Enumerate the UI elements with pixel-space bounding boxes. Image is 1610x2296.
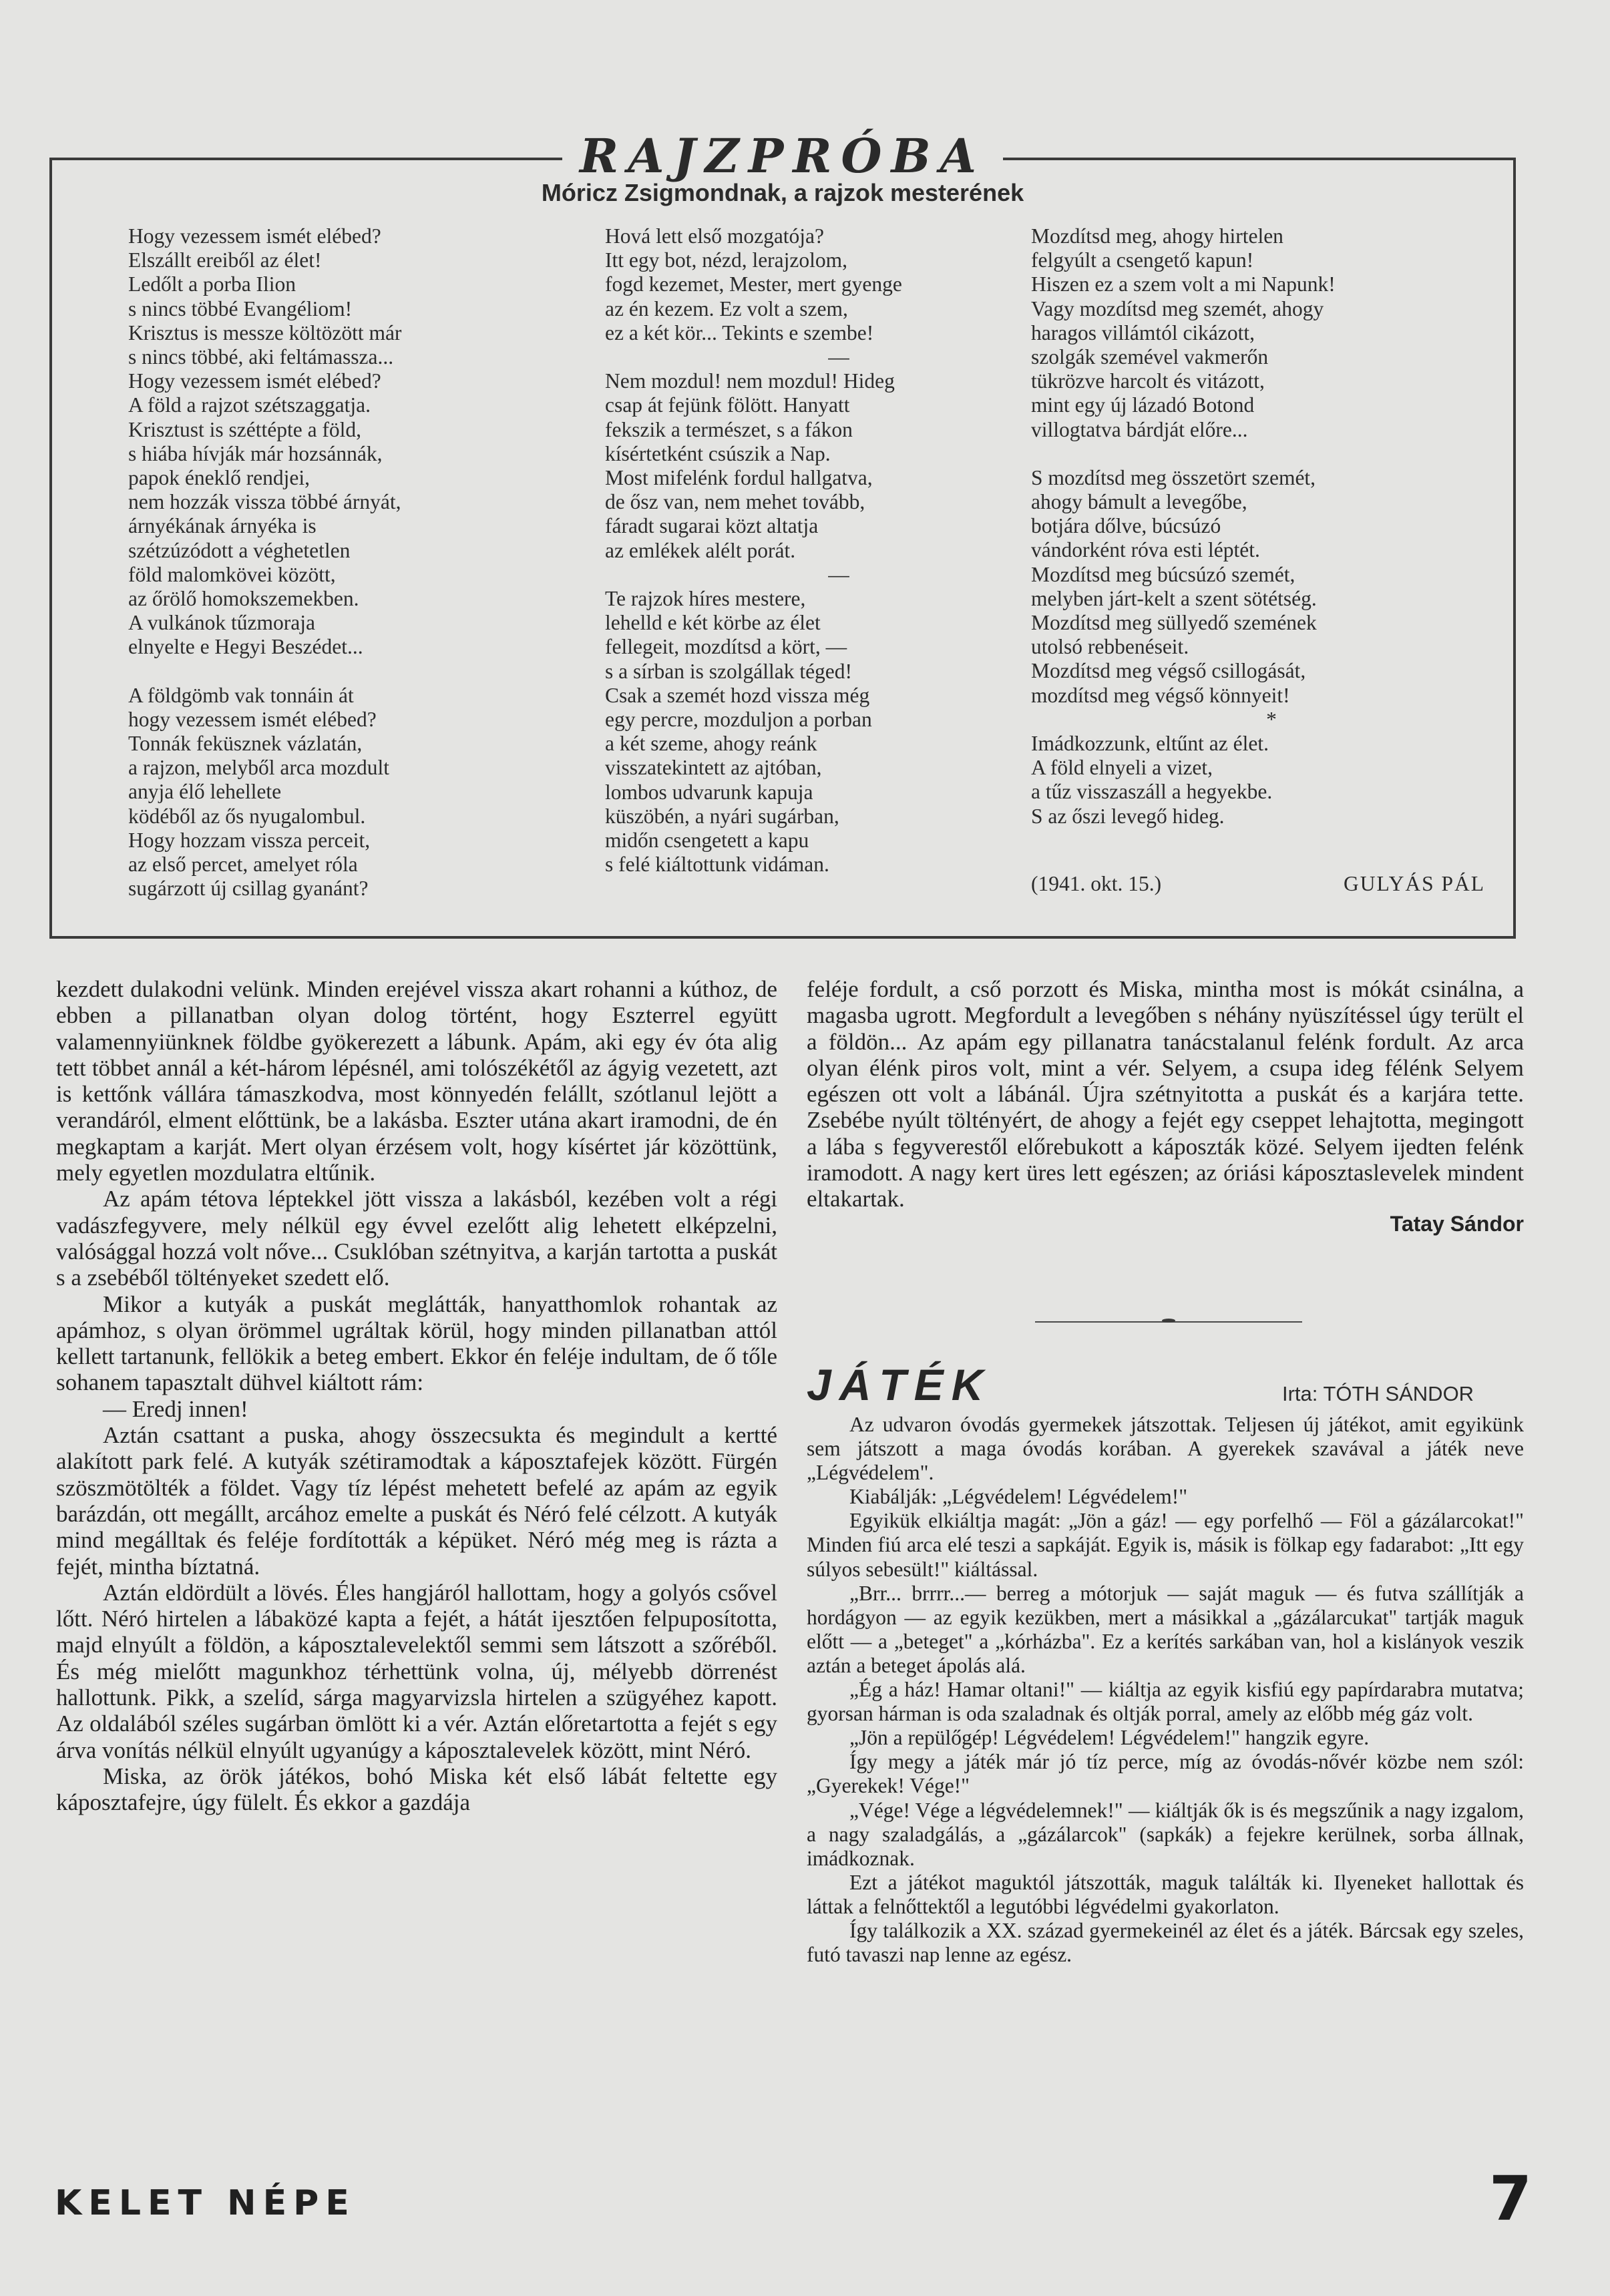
jatek-body <box>807 1413 1524 1967</box>
story-paragraph: Mikor a kutyák a puskát meglátták, hanyatthomlok rohantak az apámhoz, s olyan örömmel ugráltak körül, hogy minden pillanatban attól kellett tartanunk, fellökik a beteg embert. Ekkor én feléje indultam, de ő tőle sohanem tapasztalt dühvel kiáltott rám: <box>56 1291 777 1396</box>
poem-line: Hogy hozzam vissza perceit, <box>128 828 371 852</box>
jatek-paragraph: Így találkozik a XX. század gyermekeinél az élet és a játék. Bárcsak egy szeles, futó tavaszi nap lenne az egész. <box>807 1918 1524 1967</box>
jatek-paragraph: „Vége! Vége a légvédelemnek!" — kiáltják ők is és megszűnik a nagy izgalom, a nagy szaladgálás, a „gázálarcok" (sapkák) a fejekre kerülnek, sorba állnak, imádkoznak. <box>807 1798 1524 1870</box>
page-number: 7 <box>1489 2163 1533 2235</box>
poem-line: küszöbén, a nyári sugárban, <box>605 804 839 828</box>
poem-line: — <box>828 345 849 369</box>
poem-line: Mozdítsd meg, ahogy hirtelen <box>1031 224 1283 248</box>
poem-line: Mozdítsd meg süllyedő szemének <box>1031 611 1317 635</box>
poem-line: utolsó rebbenéseit. <box>1031 635 1189 659</box>
poem-line: ahogy bámult a levegőbe, <box>1031 490 1247 514</box>
poem-line: csap át fejünk fölött. Hanyatt <box>605 393 850 417</box>
poem-line: Csak a szemét hozd vissza még <box>605 683 870 707</box>
poem-line: s nincs többé, aki feltámassza... <box>128 345 394 369</box>
poem-line <box>128 660 589 684</box>
poem-line: Hiszen ez a szem volt a mi Napunk! <box>1031 272 1336 296</box>
poem-line: vándorként róva esti léptét. <box>1031 538 1260 562</box>
poem-line: Mozdítsd meg végső csillogását, <box>1031 659 1306 683</box>
poem-line: A vulkánok tűzmoraja <box>128 611 315 635</box>
poem-line: a tűz visszaszáll a hegyekbe. <box>1031 780 1273 804</box>
magazine-title: KELET NÉPE <box>55 2183 356 2223</box>
poem-box <box>49 128 1516 939</box>
poem-line: föld malomkövei között, <box>128 562 336 586</box>
poem-author: GULYÁS PÁL <box>1344 872 1485 895</box>
poem-line: Nem mozdul! nem mozdul! Hideg <box>605 369 895 393</box>
poem-line: A föld elnyeli a vizet, <box>1031 756 1213 780</box>
poem-line: sugárzott új csillag gyanánt? <box>128 877 369 901</box>
poem-line: ködéből az ős nyugalombul. <box>128 804 366 828</box>
jatek-paragraph: „Ég a ház! Hamar oltani!" — kiáltja az egyik kisfiú egy papírdarabra mutatva; gyorsan hárman is oda szaladnak és oltják porral, amely az előbb még gáz volt. <box>807 1678 1524 1726</box>
poem-line: papok éneklő rendjei, <box>128 466 311 490</box>
poem-line: Tonnák feküsznek vázlatán, <box>128 732 363 756</box>
poem-line: a két szeme, ahogy reánk <box>605 732 817 756</box>
story-paragraph: Aztán eldördült a lövés. Éles hangjáról hallottam, hogy a golyós csővel lőtt. Néró hirtelen a lábaközé kapta a fejét, a hátát ijesztően felpuposította, majd elnyúlt a földön, a káposztalevelektől semmi sem látszott a szőréből. És még mielőtt magunkhoz térhettünk volna, új, mélyebb dörrenést hallottunk. Pikk, a szelíd, sárga magyarvizsla hirtelen a szügyéhez kapott. Az oldalából széles sugárban ömlött ki a vér. Aztán előretartotta a fejét s egy árva vonítás nélkül elnyúlt ugyanúgy a káposztalevelek között, mint Néró. <box>56 1579 777 1763</box>
poem-line: árnyékának árnyéka is <box>128 514 317 538</box>
story-paragraph: feléje fordult, a cső porzott és Miska, mintha most is mókát csinálna, a magasba ugrott. Megfordult a levegőben s néhány nyüszítéssel úgy terült el a földön... Az apám egy pillanatra tanácstalanul felénk fordult. Az arca olyan élénk piros volt, mint a vér. Selyem, a csupa ideg félénk Selyem egészen ott volt a lábánál. Újra szétnyitotta a puskát és a karjára tette. Zsebébe nyúlt töltényért, de ahogy a fejét egy cseppet lehajtotta, megingott a lába s fegyverestől előrebukott a káposzták közé. Selyem ijedten felénk iramodott. A nagy kert üres lett egészen; az óriási káposztaslevelek mindent eltakartak. <box>807 976 1524 1212</box>
story-paragraph: Aztán csattant a puska, ahogy összecsukta és megindult a kertté alakított park felé. A kutyák szétiramodtak a káposztafejek között. Fürgén szöszmötölték a földet. Vagy tíz lépést mehetett befelé az apám az egyik barázdán, ott megállt, arcához emelte a puskát és Néró felé célzott. A kutyák mind megálltak és feléje fordították a képüket. Néró még meg is rázta a fejét, mintha bíztatná. <box>56 1422 777 1580</box>
poem-line: midőn csengetett a kapu <box>605 829 809 853</box>
poem-line <box>1031 442 1512 466</box>
poem-line: az első percet, amelyet róla <box>128 853 358 877</box>
jatek-paragraph: „Jön a repülőgép! Légvédelem! Légvédelem!" hangzik egyre. <box>849 1726 1370 1750</box>
poem-line: fáradt sugarai közt altatja <box>605 514 819 538</box>
poem-line: szolgák szemével vakmerőn <box>1031 345 1269 369</box>
poem-line: Hová lett első mozgatója? <box>605 224 825 248</box>
poem-line: villogtatva bárdját előre... <box>1031 417 1248 441</box>
poem-subtitle: Móricz Zsigmondnak, a rajzok mesterének <box>541 179 1024 206</box>
poem-line: s hiába hívják már hozsánnák, <box>128 441 383 465</box>
poem-line: a rajzon, melyből arca mozdult <box>128 756 389 780</box>
poem-line: Imádkozzunk, eltűnt az élet. <box>1031 732 1269 756</box>
poem-line: Te rajzok híres mestere, <box>605 587 806 611</box>
jatek-paragraph: Így megy a játék már jó tíz perce, míg az óvodás-nővér közbe nem szól: „Gyerekek! Vége!" <box>807 1750 1524 1798</box>
poem-line: S mozdítsd meg összetört szemét, <box>1031 465 1316 489</box>
story-paragraph: kezdett dulakodni velünk. Minden erejével vissza akart rohanni a kúthoz, de ebben a pillanatban olyan dolog történt, hogy Eszterrel együtt valamennyiünknek földbe gyökerezett a lábunk. Apám, aki egy év óta alig tett többet annál a két-három lépésnél, ami tolószékétől az ágyig vezetett, azt is kettőnk vállára támaszkodva, most könnyedén felállt, szótlanul lejött a verandáról, elment előttünk, be a lakásba. Eszter utána akart iramodni, de én megkaptam a karját. Mert olyan érzésem volt, hogy kísértet jár közöttünk, mely egyetlen mozdulatra eltűnik. <box>56 976 777 1186</box>
poem-line: felgyúlt a csengető kapun! <box>1031 248 1254 272</box>
jatek-paragraph: Ezt a játékot maguktól játszották, maguk találták ki. Ilyeneket hallottak és láttak a felnőttektől a legutóbbi légvédelmi gyakorlaton. <box>807 1870 1524 1918</box>
jatek-paragraph: Az udvaron óvodás gyermekek játszottak. Teljesen új játékot, amit egyikünk sem játszott a maga óvodás korában. A gyerekek szavával a játék neve „Légvédelem". <box>807 1413 1524 1485</box>
poem-line: az emlékek alélt porát. <box>605 538 796 562</box>
poem-line: fogd kezemet, Mester, mert gyenge <box>605 272 902 296</box>
poem-line: s felé kiáltottunk vidáman. <box>605 853 829 877</box>
divider-ornament <box>1162 1319 1175 1323</box>
poem-line: — <box>828 562 849 586</box>
poem-line: botjára dőlve, búcsúzó <box>1031 514 1221 538</box>
story-right-column <box>807 976 1524 1237</box>
story-paragraph: — Eredj innen! <box>103 1395 248 1422</box>
poem-line: A földgömb vak tonnáin át <box>128 683 354 707</box>
jatek-paragraph: Egyikük elkiáltja magát: „Jön a gáz! — egy porfelhő — Föl a gázálarcokat!" Minden fiú arca elé teszi a sapkáját. Egyik is, másik is fölkap egy fadarabot: „Itt egy súlyos sebesült!" kiáltással. <box>807 1509 1524 1581</box>
poem-line: A föld a rajzot szétszaggatja. <box>128 393 371 417</box>
poem-line: visszatekintett az ajtóban, <box>605 756 822 780</box>
poem-line: s a sírban is szolgállak téged! <box>605 659 853 683</box>
story-paragraph: Az apám tétova léptekkel jött vissza a lakásból, kezében volt a régi vadászfegyvere, mely nélkül egy évvel ezelőtt alig lehetett elképzelni, valósággal hozzá volt nőve... Csuklóban szétnyitva, a karján tartotta a puskát s a zsebéből töltényeket szedett elő. <box>56 1186 777 1291</box>
poem-line: ez a két kör... Tekints e szembe! <box>605 320 874 345</box>
jatek-paragraph: „Brr... brrrr...— berreg a mótorjuk — saját maguk — és futva szállítják a hordágyon — az egyik kezükben, mert a másikkal a „gázálarcukat" tartják maguk előtt — a „beteget" a „kórházba". Ez a kerítés sarkában van, hol a kislányok veszik aztán a beteget ápolás alá. <box>807 1581 1524 1677</box>
poem-line: de ősz van, nem mehet tovább, <box>605 490 865 514</box>
poem-title: RAJZPRÓBA <box>562 128 1003 184</box>
story-signature: Tatay Sándor <box>1390 1211 1524 1236</box>
poem-line: lehelld e két körbe az élet <box>605 611 821 635</box>
poem-line: fellegeit, mozdítsd a kört, — <box>605 635 847 659</box>
poem-line: Ledőlt a porba Ilion <box>128 272 296 296</box>
poem-line: Vagy mozdítsd meg szemét, ahogy <box>1031 296 1324 320</box>
poem-line: lombos udvarunk kapuja <box>605 780 813 804</box>
poem-line: hogy vezessem ismét elébed? <box>128 707 377 731</box>
poem-column-2 <box>605 224 1072 877</box>
jatek-paragraph: Kiabálják: „Légvédelem! Légvédelem!" <box>849 1485 1188 1509</box>
jatek-title: JÁTÉK <box>807 1360 992 1409</box>
poem-line: Elszállt ereiből az élet! <box>128 248 322 272</box>
poem-line: Mozdítsd meg búcsúzó szemét, <box>1031 562 1295 586</box>
poem-line: az én kezem. Ez volt a szem, <box>605 296 848 320</box>
poem-line: Hogy vezessem ismét elébed? <box>128 369 381 393</box>
poem-line: az őrölő homokszemekben. <box>128 587 359 611</box>
poem-line: Most mifelénk fordul hallgatva, <box>605 466 873 490</box>
poem-line: szétzúzódott a véghetetlen <box>128 538 351 562</box>
story-left-column <box>56 976 777 1816</box>
poem-line: elnyelte e Hegyi Beszédet... <box>128 635 363 659</box>
poem-line: Krisztust is széttépte a föld, <box>128 417 362 441</box>
poem-line: s nincs többé Evangéliom! <box>128 296 353 320</box>
poem-line: anyja élő lehellete <box>128 780 282 804</box>
poem-line: tükrözve harcolt és vitázott, <box>1031 369 1265 393</box>
poem-column-1 <box>128 224 589 901</box>
poem-line: S az őszi levegő hideg. <box>1031 804 1225 828</box>
poem-line: haragos villámtól cikázott, <box>1031 320 1255 345</box>
poem-line: fekszik a természet, s a fákon <box>605 417 853 441</box>
poem-line: melyben járt-kelt a szent sötétség. <box>1031 586 1317 610</box>
poem-line: Hogy vezessem ismét elébed? <box>128 224 381 248</box>
poem-line: mozdítsd meg végső könnyeit! <box>1031 683 1290 707</box>
jatek-byline: Irta: TÓTH SÁNDOR <box>1282 1382 1474 1405</box>
poem-line: nem hozzák vissza többé árnyát, <box>128 490 401 514</box>
poem-line: kísértetként csúszik a Nap. <box>605 441 831 465</box>
poem-column-3 <box>1031 224 1512 829</box>
poem-line: Itt egy bot, nézd, lerajzolom, <box>605 248 848 272</box>
poem-line: * <box>1266 707 1277 731</box>
poem-line: egy percre, mozduljon a porban <box>605 708 872 732</box>
poem-line: mint egy új lázadó Botond <box>1031 393 1255 417</box>
poem-date: (1941. okt. 15.) <box>1031 872 1162 895</box>
poem-line: Krisztus is messze költözött már <box>128 320 402 345</box>
story-paragraph: Miska, az örök játékos, bohó Miska két első lábát feltette egy káposztafejre, úgy fülelt. És ekkor a gazdája <box>56 1763 777 1816</box>
